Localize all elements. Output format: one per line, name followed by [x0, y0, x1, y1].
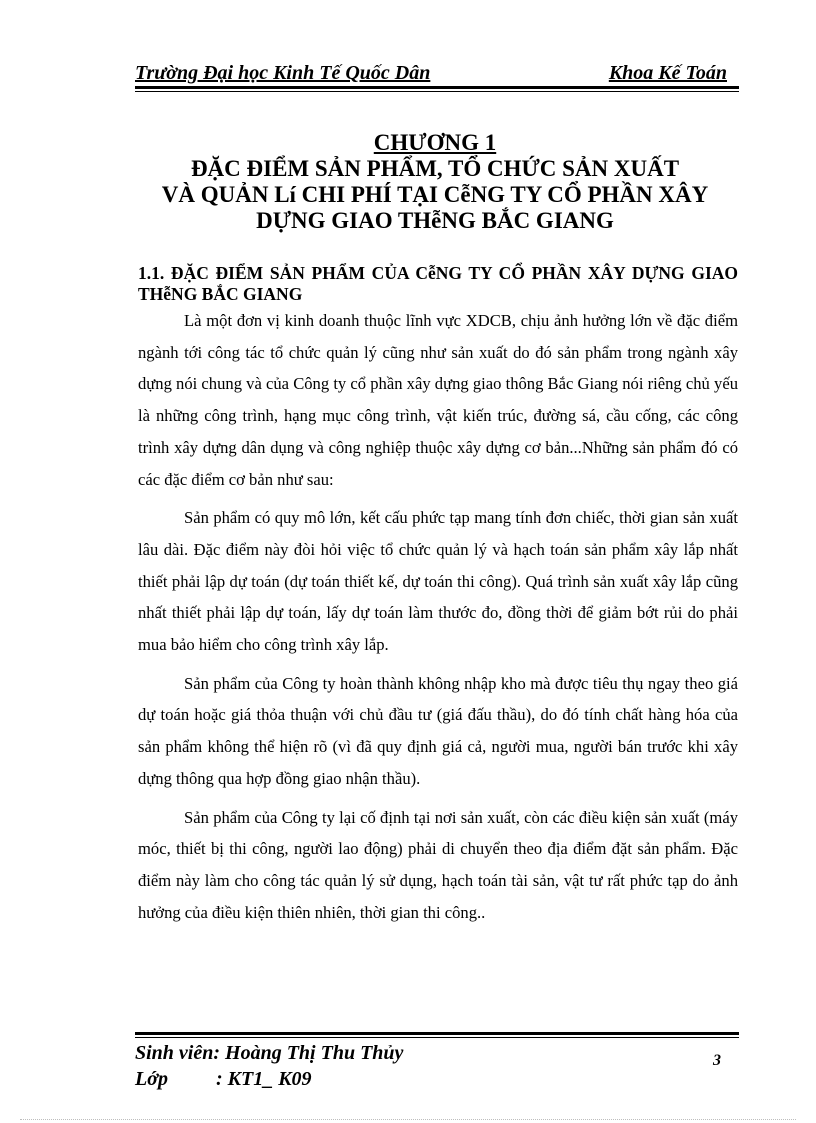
- header-faculty: Khoa Kế Toán: [608, 62, 727, 84]
- student-name: Hoàng Thị Thu Thủy: [225, 1042, 404, 1064]
- chapter-title-block: [120, 130, 750, 234]
- header-rule-thin: [135, 91, 739, 92]
- footer-rule-thin: [135, 1037, 739, 1038]
- body-text: [138, 305, 738, 935]
- body-paragraph: Sản phẩm có quy mô lớn, kết cấu phức tạp mang tính đơn chiếc, thời gian sản xuất lâu dài. Đặc điểm này đòi hỏi việc tổ chức quản lý và hạch toán sản phẩm xây lắp nhất thiết phải lập dự toán (dự toán thiết kế, dự toán thi công). Quá trình sản xuất xây lắp cũng nhất thiết phải lập dự toán, lấy dự toán làm thước đo, đồng thời để giảm bớt rủi do phải mua bảo hiểm cho công trình xây lắp.: [138, 508, 738, 655]
- header-university: Trường Đại học Kinh Tế Quốc Dân: [135, 62, 431, 84]
- chapter-title-line: ĐẶC ĐIỂM SẢN PHẨM, TỔ CHỨC SẢN XUẤT: [190, 156, 680, 181]
- chapter-number: CHƯƠNG 1: [373, 130, 497, 155]
- page-bottom-divider: [20, 1119, 796, 1120]
- class-value: : KT1_ K09: [216, 1068, 312, 1090]
- chapter-title-line: DỰNG GIAO THễNG BẮC GIANG: [256, 208, 614, 233]
- class-label: Lớp: [135, 1068, 168, 1090]
- body-paragraph: Sản phẩm của Công ty lại cố định tại nơi sản xuất, còn các điều kiện sản xuất (máy móc, thiết bị thi công, người lao động) phải di chuyển theo địa điểm đặt sản phẩm. Đặc điểm này làm cho công tác quản lý sử dụng, hạch toán tài sản, vật tư rất phức tạp do ảnh hưởng của điều kiện thiên nhiên, thời gian thi công..: [138, 807, 738, 922]
- page-number: 3: [713, 1052, 721, 1069]
- body-paragraph: Là một đơn vị kinh doanh thuộc lĩnh vực XDCB, chịu ảnh hưởng lớn về đặc điểm ngành tới công tác tổ chức quản lý cũng như sản xuất do đó sản phẩm trong ngành xây dựng nói chung và của Công ty cổ phần xây dựng giao thông Bắc Giang nói riêng chủ yếu là những công trình, hạng mục công trình, vật kiến trúc, đường sá, cầu cống, các công trình xây dựng dân dụng và công nghiệp thuộc xây dựng cơ bản...Những sản phẩm đó có các đặc điểm cơ bản như sau:: [138, 311, 738, 489]
- body-paragraph: Sản phẩm của Công ty hoàn thành không nhập kho mà được tiêu thụ ngay theo giá dự toán hoặc giá thỏa thuận với chủ đầu tư (giá đấu thầu), do đó tính chất hàng hóa của sản phẩm không thể hiện rõ (vì đã quy định giá cả, người mua, người bán trước khi xây dựng thông qua hợp đồng giao nhận thầu).: [138, 673, 738, 788]
- student-label: Sinh viên:: [135, 1042, 221, 1064]
- section-heading: 1.1. ĐẶC ĐIỂM SẢN PHẨM CỦA CễNG TY CỔ PHẦN XÂY DỰNG GIAO THễNG BẮC GIANG: [138, 263, 738, 304]
- page-footer: [135, 1040, 739, 1092]
- header-rule-thick: [135, 86, 739, 89]
- chapter-title-line: VÀ QUẢN Lí CHI PHÍ TẠI CễNG TY CỔ PHẦN XÂY: [161, 182, 709, 207]
- page-header: [135, 60, 739, 86]
- footer-rule-thick: [135, 1032, 739, 1035]
